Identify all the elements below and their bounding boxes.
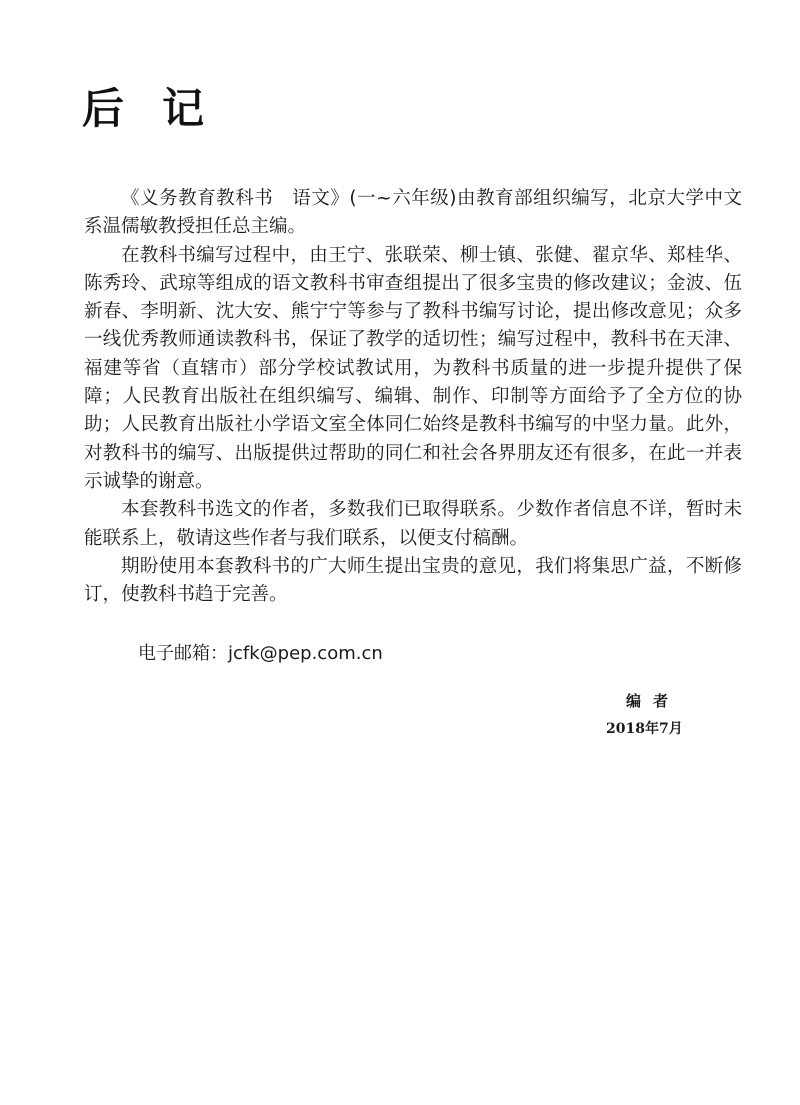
page-title: 后记 (82, 84, 243, 133)
signature-editor: 编者 (626, 692, 681, 710)
paragraph-feedback: 期盼使用本套教科书的广大师生提出宝贵的意见，我们将集思广益，不断修订，使教科书趋于完善。 (84, 555, 742, 606)
contact-email: 电子邮箱：jcfk@pep.com.cn (138, 643, 383, 664)
paragraph-intro: 《义务教育教科书 语文》(一~六年级)由教育部组织编写，北京大学中文系温儒敏教授担任总主编。 (84, 188, 742, 238)
paragraph-acknowledgements: 在教科书编写过程中，由王宁、张联荣、柳士镇、张健、翟京华、郑桂华、陈秀玲、武琼等组成的语文教科书审查组提出了很多宝贵的修改建议；金波、伍新春、李明新、沈大安、熊宁宁等参与了教科书编写讨论，提出修改意见；众多一线优秀教师通读教科书，保证了教学的适切性；编写过程中，教科书在天津、福建等省（直辖市）部分学校试教试用，为教科书质量的进一步提升提供了保障；人民教育出版社在组织编写、编辑、制作、印制等方面给予了全方位的协助；人民教育出版社小学语文室全体同仁始终是教科书编写的中坚力量。此外，对教科书的编写、出版提供过帮助的同仁和社会各界朋友还有很多，在此一并表示诚挚的谢意。 (84, 244, 742, 492)
paragraph-authors: 本套教科书选文的作者，多数我们已取得联系。少数作者信息不详，暂时未能联系上，敬请这些作者与我们联系，以便支付稿酬。 (84, 499, 742, 549)
afterword-body (84, 185, 742, 609)
signature-date: 2018年7月 (606, 721, 683, 737)
